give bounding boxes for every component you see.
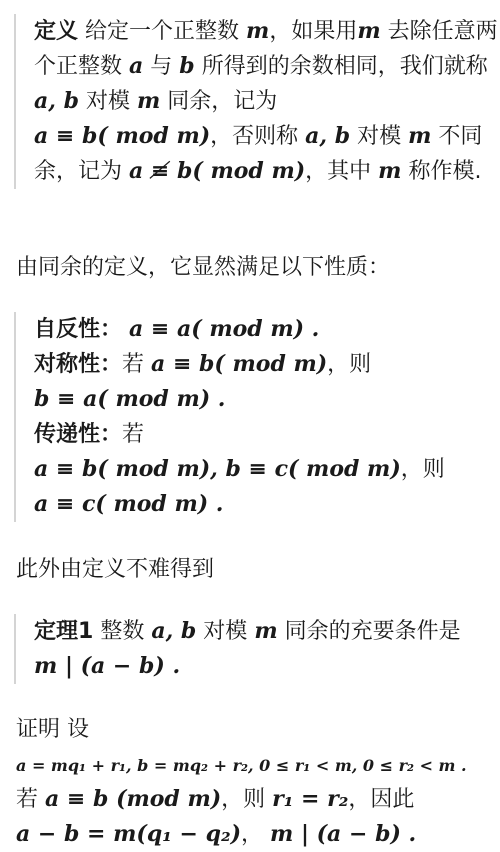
proof-heading: 证明 设 (16, 717, 89, 742)
math-ab: a, b (34, 88, 79, 114)
math-a: a (129, 53, 144, 79)
definition-text: 去除任意两个正整数 (34, 19, 498, 79)
transitive-formula: a ≡ b( mod m), b ≡ c( mod m) (34, 456, 401, 482)
definition-text: 称作模. (408, 159, 482, 184)
math-m: m (408, 123, 432, 149)
definition-text: ，其中 (305, 159, 372, 184)
math-m: m (246, 18, 270, 44)
proof-difference: a − b = m(q₁ − q₂) (16, 821, 242, 847)
symmetric-if: 若 (122, 352, 145, 377)
definition-text: 所得到的余数相同，我们就称 (201, 54, 488, 79)
math-m: m (136, 88, 161, 114)
transition-text: 此外由定义不难得到 (16, 557, 215, 582)
math-ab: a, b (305, 123, 351, 149)
proof-block (16, 712, 486, 852)
transitive-if: 若 (122, 422, 145, 447)
transitive-then: ，则 (400, 457, 445, 482)
proof-therefore: ，因此 (348, 787, 415, 812)
proof-formula-setup: a = mq₁ + r₁, b = mq₂ + r₂, 0 ≤ r₁ < m, 0 ≤ r₂ < m . (16, 756, 467, 775)
theorem-block (14, 614, 500, 684)
theorem-formula: m | (a − b) . (34, 653, 181, 679)
intro-text: 由同余的定义，它显然满足以下性质： (16, 255, 391, 280)
symmetric-formula: a ≡ b( mod m) (151, 351, 328, 377)
proof-remainder-equality: r₁ = r₂ (272, 786, 349, 812)
proof-comma: ， (241, 822, 264, 847)
definition-text: 对模 (357, 124, 402, 149)
math-m: m (378, 158, 402, 184)
proof-if: 若 (16, 787, 39, 812)
transitive-label: 传递性： (34, 422, 123, 447)
definition-block (14, 14, 500, 189)
definition-text: 与 (150, 54, 173, 79)
theorem-text: 同余的充要条件是 (284, 619, 461, 644)
theorem-text: 整数 (100, 619, 145, 644)
definition-text: 不同余，记为 (34, 124, 483, 184)
math-m: m (357, 18, 381, 44)
definition-text: ，如果用 (269, 19, 358, 44)
math-non-congruence: a ≢ b( mod m) (129, 158, 306, 184)
proof-then: ，则 (221, 787, 266, 812)
properties-block (14, 312, 500, 522)
theorem-heading: 定理1 (34, 619, 94, 644)
reflexive-label: 自反性： (34, 317, 123, 342)
symmetric-result: b ≡ a( mod m) . (34, 386, 226, 412)
reflexive-formula: a ≡ a( mod m) . (129, 316, 320, 342)
math-congruence: a ≡ b( mod m) (34, 123, 211, 149)
definition-text: ，否则称 (210, 124, 299, 149)
transitive-result: a ≡ c( mod m) . (34, 491, 224, 517)
math-b: b (179, 53, 195, 79)
math-m: m (254, 618, 278, 644)
proof-divisibility: m | (a − b) . (270, 821, 417, 847)
definition-heading: 定义 (34, 19, 79, 44)
symmetric-then: ，则 (327, 352, 372, 377)
definition-text: 同余，记为 (167, 89, 278, 114)
theorem-text: 对模 (203, 619, 248, 644)
proof-congruence: a ≡ b (mod m) (45, 786, 222, 812)
symmetric-label: 对称性： (34, 352, 123, 377)
definition-text: 对模 (85, 89, 130, 114)
definition-text: 给定一个正整数 (85, 19, 240, 44)
math-ab: a, b (151, 618, 197, 644)
